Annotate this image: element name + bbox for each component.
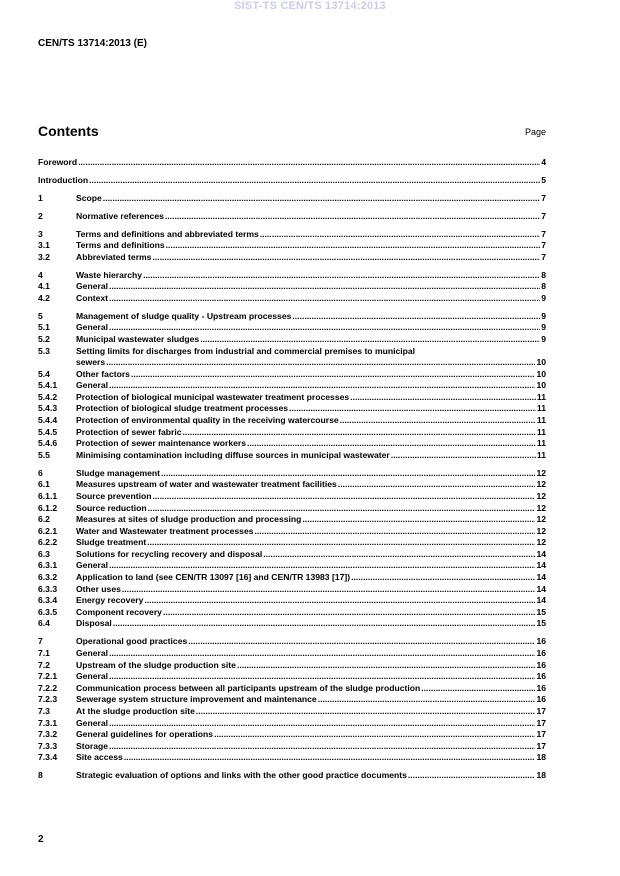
toc-dot-leader (292, 311, 540, 323)
toc-entry[interactable] (38, 270, 546, 282)
toc-entry-title: Sewerage system structure improvement and maintenance (76, 694, 317, 705)
toc-entry-number: 7.1 (38, 647, 50, 658)
toc-entry[interactable] (38, 526, 546, 538)
toc-entry-title: Foreword (38, 157, 78, 167)
toc-entry-title: Scope (76, 192, 102, 203)
toc-entry-page: 9 (541, 322, 546, 333)
page-number: 2 (38, 834, 44, 845)
toc-entry-title: Protection of biological sludge treatment processes (76, 403, 289, 414)
toc-entry[interactable] (38, 503, 546, 515)
watermark: SIST-TS CEN/TS 13714:2013 (234, 0, 386, 12)
toc-entry-page: 17 (536, 705, 546, 716)
toc-entry-number: 5.2 (38, 333, 50, 344)
toc-dot-leader (109, 741, 535, 753)
toc-entry-title: Site access (76, 752, 123, 763)
toc-dot-leader (166, 240, 541, 252)
toc-entry-number: 5.4 (38, 368, 50, 379)
toc-dot-leader (260, 229, 540, 241)
toc-dot-leader (109, 281, 540, 293)
toc-entry-page: 8 (541, 281, 546, 292)
toc-entry-page: 7 (541, 192, 546, 203)
toc-entry-page: 7 (541, 240, 546, 251)
toc-entry-title: Waste hierarchy (76, 269, 143, 280)
toc-dot-leader (109, 648, 535, 660)
toc-entry-page: 14 (536, 560, 546, 571)
toc-entry-number: 3.2 (38, 251, 50, 262)
toc-entry-page: 16 (536, 682, 546, 693)
toc-entry[interactable] (38, 346, 546, 358)
toc-entry[interactable] (38, 479, 546, 491)
toc-entry-page: 16 (536, 659, 546, 670)
toc-entry-page: 12 (536, 490, 546, 501)
toc-entry-page: 12 (536, 479, 546, 490)
toc-dot-leader (78, 157, 540, 169)
toc-entry-title: Upstream of the sludge production site (76, 659, 236, 670)
toc-entry[interactable] (38, 595, 546, 607)
toc-entry-page: 11 (536, 415, 546, 426)
toc-dot-leader (289, 403, 536, 415)
toc-entry-number: 7.3.1 (38, 717, 58, 728)
toc-entry[interactable] (38, 438, 546, 450)
toc-entry-number: 7.2.3 (38, 694, 58, 705)
toc-dot-leader (408, 770, 536, 782)
toc-entry-title: General guidelines for operations (76, 729, 214, 740)
toc-entry[interactable] (38, 415, 546, 427)
toc-entry-number: 3.1 (38, 240, 50, 251)
toc-entry-title: Solutions for recycling recovery and disposal (76, 548, 263, 559)
toc-entry-page: 16 (536, 636, 546, 647)
toc-entry-page: 16 (536, 694, 546, 705)
toc-dot-leader (338, 479, 536, 491)
toc-dot-leader (89, 175, 540, 187)
toc-entry[interactable] (38, 229, 546, 241)
toc-entry[interactable] (38, 671, 546, 683)
toc-entry[interactable] (38, 718, 546, 730)
toc-dot-leader (124, 752, 536, 764)
toc-dot-leader (350, 392, 536, 404)
toc-entry-page: 10 (536, 357, 546, 368)
toc-entry[interactable] (38, 607, 546, 619)
toc-entry-title: Terms and definitions and abbreviated terms (76, 228, 259, 239)
toc-entry-title: Setting limits for discharges from industrial and commercial premises to municipal (76, 345, 416, 356)
toc-entry[interactable] (38, 618, 546, 630)
toc-entry-title: Context (76, 292, 108, 303)
toc-entry[interactable] (38, 322, 546, 334)
toc-dot-leader (263, 549, 535, 561)
toc-entry-page: 17 (536, 729, 546, 740)
toc-entry-page: 15 (536, 618, 546, 629)
toc-entry-title: Sludge management (76, 467, 161, 478)
toc-dot-leader (109, 380, 535, 392)
toc-entry-title: General (76, 281, 109, 292)
toc-entry-number: 6.1.2 (38, 502, 58, 513)
toc-dot-leader (109, 560, 535, 572)
toc-entry[interactable] (38, 560, 546, 572)
toc-entry[interactable] (38, 450, 546, 462)
toc-dot-leader (302, 514, 535, 526)
toc-entry-page: 17 (536, 717, 546, 728)
toc-dot-leader (113, 618, 536, 630)
toc-entry-title: Other factors (76, 368, 130, 379)
toc-entry[interactable] (38, 357, 546, 369)
toc-entry-page: 4 (541, 157, 546, 167)
toc-entry-number: 7.3.4 (38, 752, 58, 763)
toc-dot-leader (109, 671, 535, 683)
toc-dot-leader (122, 584, 536, 596)
toc-entry[interactable] (38, 252, 546, 264)
toc-entry[interactable] (38, 549, 546, 561)
toc-entry-number: 5.4.2 (38, 391, 58, 402)
toc-entry-number: 5.4.1 (38, 380, 58, 391)
toc-entry-page: 12 (536, 514, 546, 525)
toc-entry-number: 5.4.6 (38, 438, 58, 449)
toc-dot-leader (152, 252, 540, 264)
toc-entry-page: 11 (536, 426, 546, 437)
toc-dot-leader (109, 718, 535, 730)
toc-entry-number: 5.3 (38, 345, 50, 356)
table-of-contents (38, 157, 546, 782)
toc-entry-number: 6.3.4 (38, 595, 58, 606)
toc-entry-title: Management of sludge quality - Upstream processes (76, 310, 292, 321)
toc-entry[interactable] (38, 683, 546, 695)
toc-entry-title: General (76, 671, 109, 682)
toc-entry-title: Sludge treatment (76, 537, 147, 548)
document-id-header: CEN/TS 13714:2013 (E) (38, 38, 147, 49)
toc-dot-leader (152, 491, 535, 503)
toc-entry-title: Measures upstream of water and wastewater treatment facilities (76, 479, 337, 490)
toc-entry-page: 12 (536, 537, 546, 548)
toc-entry-number: 6.1 (38, 479, 50, 490)
toc-entry-page: 7 (541, 210, 546, 221)
toc-dot-leader (196, 706, 536, 718)
toc-dot-leader (255, 526, 536, 538)
toc-entry-page: 11 (536, 449, 546, 460)
toc-entry[interactable] (38, 293, 546, 305)
toc-entry[interactable] (38, 572, 546, 584)
toc-entry-title: Strategic evaluation of options and links with the other good practice documents (76, 770, 407, 781)
toc-entry-title: General (76, 560, 109, 571)
toc-entry-title: At the sludge production site (76, 705, 195, 716)
toc-entry-number: 1 (38, 192, 43, 203)
toc-entry[interactable] (38, 468, 546, 480)
toc-entry-page: 10 (536, 380, 546, 391)
toc-dot-leader (148, 503, 536, 515)
toc-entry-title: Normative references (76, 210, 164, 221)
toc-dot-leader (161, 468, 535, 480)
toc-entry[interactable] (38, 648, 546, 660)
toc-entry[interactable] (38, 392, 546, 404)
toc-entry-title: Abbreviated terms (76, 251, 152, 262)
toc-dot-leader (340, 415, 536, 427)
toc-entry-title: Municipal wastewater sludges (76, 333, 200, 344)
toc-dot-leader (165, 211, 540, 223)
toc-entry-number: 6 (38, 467, 43, 478)
toc-entry-page: 9 (541, 310, 546, 321)
toc-entry-number: 6.2.2 (38, 537, 58, 548)
toc-entry-title: Terms and definitions (76, 240, 165, 251)
toc-dot-leader (247, 438, 536, 450)
toc-entry-page: 11 (536, 438, 546, 449)
toc-dot-leader (351, 572, 535, 584)
toc-entry-title: Source reduction (76, 502, 147, 513)
toc-entry-number: 7.3.3 (38, 740, 58, 751)
toc-entry-number: 6.3.2 (38, 572, 58, 583)
toc-entry-number: 4 (38, 269, 43, 280)
toc-entry-number: 5.5 (38, 449, 50, 460)
toc-entry-number: 5.4.3 (38, 403, 58, 414)
toc-entry-number: 4.2 (38, 292, 50, 303)
toc-entry-page: 12 (536, 525, 546, 536)
toc-entry-page: 9 (541, 333, 546, 344)
page-column-label: Page (524, 127, 546, 137)
toc-entry-title: Introduction (38, 174, 89, 185)
toc-dot-leader (163, 607, 535, 619)
toc-entry-page: 18 (536, 752, 546, 763)
toc-entry-page: 12 (536, 502, 546, 513)
toc-entry-title: Other uses (76, 583, 121, 594)
toc-dot-leader (237, 660, 535, 672)
toc-entry-number: 7.2.1 (38, 671, 58, 682)
toc-entry-title: General (76, 380, 109, 391)
toc-entry[interactable] (38, 240, 546, 252)
toc-dot-leader (143, 270, 540, 282)
toc-entry-page: 16 (536, 647, 546, 658)
toc-entry-title: Protection of sewer fabric (76, 426, 182, 437)
toc-entry-title: sewers (76, 357, 106, 368)
toc-dot-leader (144, 595, 535, 607)
toc-entry-number: 7.2 (38, 659, 50, 670)
toc-entry[interactable] (38, 491, 546, 503)
toc-entry[interactable] (38, 770, 546, 782)
toc-entry-title: Water and Wastewater treatment processes (76, 525, 254, 536)
toc-entry-title: Storage (76, 740, 108, 751)
toc-entry-number: 2 (38, 210, 43, 221)
toc-entry[interactable] (38, 157, 546, 169)
toc-entry-page: 9 (541, 292, 546, 303)
page-title: Contents (38, 123, 99, 139)
toc-entry-page: 11 (536, 391, 546, 402)
toc-entry-page: 10 (536, 368, 546, 379)
toc-entry-title: Protection of environmental quality in the receiving watercourse (76, 415, 339, 426)
toc-entry[interactable] (38, 752, 546, 764)
toc-entry[interactable] (38, 427, 546, 439)
toc-entry-title: General (76, 322, 109, 333)
toc-entry-page: 11 (536, 403, 546, 414)
toc-entry-title: General (76, 717, 109, 728)
toc-entry-page: 12 (536, 467, 546, 478)
toc-entry-number: 7.3.2 (38, 729, 58, 740)
toc-entry[interactable] (38, 334, 546, 346)
toc-entry-page: 14 (536, 548, 546, 559)
toc-entry[interactable] (38, 584, 546, 596)
toc-dot-leader (106, 357, 535, 369)
toc-entry-title: Component recovery (76, 606, 162, 617)
toc-entry[interactable] (38, 211, 546, 223)
toc-entry-page: 8 (541, 269, 546, 280)
toc-entry-title: Disposal (76, 618, 112, 629)
toc-entry-title: Source prevention (76, 490, 152, 501)
toc-entry-title: Application to land (see CEN/TR 13097 [16] and CEN/TR 13983 [17]) (76, 572, 351, 583)
toc-entry[interactable] (38, 660, 546, 672)
toc-dot-leader (131, 369, 535, 381)
toc-entry-page: 14 (536, 583, 546, 594)
toc-entry[interactable] (38, 193, 546, 205)
toc-entry-number: 8 (38, 770, 43, 781)
toc-entry[interactable] (38, 636, 546, 648)
toc-entry[interactable] (38, 694, 546, 706)
toc-entry-title: Protection of sewer maintenance workers (76, 438, 247, 449)
toc-entry-number: 7 (38, 636, 43, 647)
toc-dot-leader (318, 694, 536, 706)
toc-entry-title: Protection of biological municipal wastewater treatment processes (76, 391, 350, 402)
toc-dot-leader (200, 334, 540, 346)
toc-entry[interactable] (38, 369, 546, 381)
toc-entry[interactable] (38, 175, 546, 187)
toc-entry-number: 7.2.2 (38, 682, 58, 693)
toc-entry[interactable] (38, 729, 546, 741)
toc-dot-leader (421, 683, 535, 695)
toc-entry-page: 7 (541, 228, 546, 239)
toc-entry-number: 6.3 (38, 548, 50, 559)
toc-dot-leader (109, 293, 540, 305)
toc-entry-number: 3 (38, 228, 43, 239)
toc-entry[interactable] (38, 380, 546, 392)
toc-dot-leader (214, 729, 535, 741)
toc-dot-leader (103, 193, 540, 205)
toc-dot-leader (188, 636, 535, 648)
toc-entry-number: 6.2.1 (38, 525, 58, 536)
toc-entry-number: 5.1 (38, 322, 50, 333)
toc-entry-number: 6.3.1 (38, 560, 58, 571)
toc-entry[interactable] (38, 311, 546, 323)
toc-entry-number: 6.3.5 (38, 606, 58, 617)
toc-entry-title: Operational good practices (76, 636, 188, 647)
toc-entry[interactable] (38, 403, 546, 415)
toc-entry-title: Measures at sites of sludge production and processing (76, 514, 302, 525)
toc-entry-page: 15 (536, 606, 546, 617)
toc-entry-page: 14 (536, 595, 546, 606)
toc-entry-number: 4.1 (38, 281, 50, 292)
toc-entry-number: 6.3.3 (38, 583, 58, 594)
toc-entry[interactable] (38, 537, 546, 549)
toc-entry-number: 6.1.1 (38, 490, 58, 501)
toc-entry-title: Communication process between all participants upstream of the sludge production (76, 682, 421, 693)
toc-entry-page: 17 (536, 740, 546, 751)
toc-dot-leader (109, 322, 540, 334)
toc-dot-leader (183, 427, 536, 439)
toc-entry-title: Energy recovery (76, 595, 144, 606)
toc-entry-page: 14 (536, 572, 546, 583)
toc-entry-number: 7.3 (38, 705, 50, 716)
toc-entry-number: 5.4.5 (38, 426, 58, 437)
toc-entry[interactable] (38, 706, 546, 718)
toc-entry-page: 5 (541, 174, 546, 185)
toc-entry-page: 16 (536, 671, 546, 682)
toc-entry-title: General (76, 647, 109, 658)
toc-dot-leader (147, 537, 535, 549)
toc-entry[interactable] (38, 741, 546, 753)
toc-entry-number: 5 (38, 310, 43, 321)
toc-entry-number: 6.2 (38, 514, 50, 525)
toc-dot-leader (391, 450, 536, 462)
toc-entry-number: 5.4.4 (38, 415, 58, 426)
toc-entry-page: 18 (536, 770, 546, 781)
toc-entry[interactable] (38, 514, 546, 526)
toc-entry[interactable] (38, 281, 546, 293)
toc-entry-page: 7 (541, 251, 546, 262)
toc-entry-title: Minimising contamination including diffuse sources in municipal wastewater (76, 449, 390, 460)
toc-entry-number: 6.4 (38, 618, 50, 629)
